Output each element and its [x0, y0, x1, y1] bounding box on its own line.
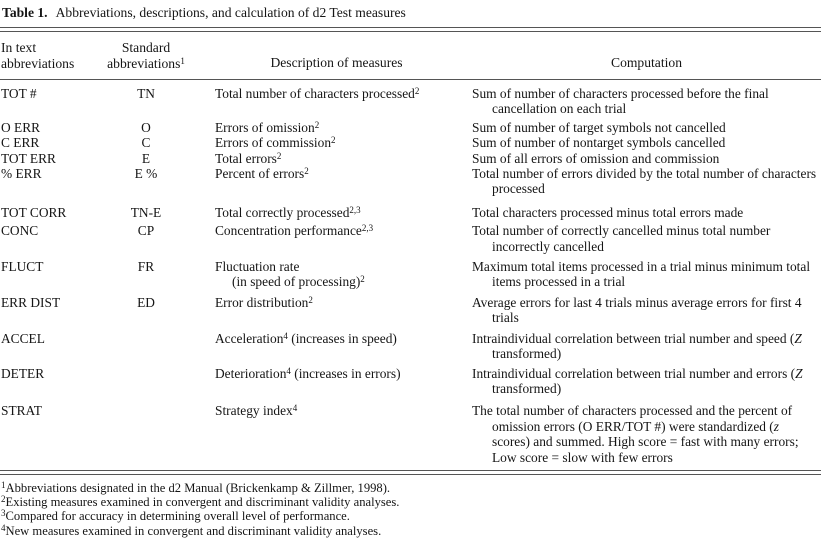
computation-cell: Sum of all errors of omission and commission [472, 150, 720, 166]
footnote-marker: 2 [414, 86, 420, 96]
description-cell: Total number of characters processed$^2$ [215, 86, 420, 101]
table-row [0, 331, 821, 362]
in-text-abbreviation: ERR DIST [1, 294, 61, 310]
header-standard-abbreviations: Standard abbreviations$^1$ [107, 40, 185, 71]
table-row [0, 366, 821, 397]
standard-abbreviation: TN [137, 86, 155, 101]
computation-cell: Maximum total items processed in a trial minus minimum total items processed in a trial [472, 259, 811, 290]
footnote-marker: 2 [308, 294, 313, 305]
computation-cell: Sum of number of characters processed before the final cancellation on each trial [472, 86, 769, 117]
standard-abbreviation: FR [137, 259, 155, 275]
table-row [0, 166, 821, 197]
computation-cell: Total characters processed minus total errors made [472, 204, 744, 220]
footnote-marker: 4 [292, 403, 298, 414]
computation-cell: Sum of number of target symbols not cancelled [472, 119, 726, 135]
description-cell: Total correctly processed$^{2,3}$ [215, 204, 361, 220]
footnote-text: New measures examined in convergent and discriminant validity analyses. [5, 523, 382, 538]
standard-abbreviation: E [141, 150, 151, 166]
footnote-marker: 2,3 [361, 223, 374, 234]
in-text-abbreviation: DETER [1, 365, 45, 381]
footnote-marker: 2,3 [349, 204, 361, 215]
description-cell: Error distribution$^2$ [215, 294, 313, 310]
footnote-marker: 4 [283, 330, 288, 341]
footnote-marker: 2 [304, 166, 309, 177]
description-cell: Percent of errors$^2$ [215, 166, 309, 182]
footnote-text: Abbreviations designated in the d2 Manual (Brickenkamp & Zillmer, 1998). [5, 481, 391, 495]
table-row [0, 86, 821, 117]
table-row [0, 295, 821, 326]
footnote-text: Compared for accuracy in determining overall level of performance. [5, 509, 350, 524]
description-second-line: (in speed of processing)$^2$ [232, 274, 365, 290]
table-row [0, 403, 821, 465]
in-text-abbreviation: C ERR [1, 135, 40, 151]
footnote-marker: 4 [286, 365, 291, 376]
footnote-marker: 2 [360, 274, 365, 285]
description-cell: Deterioration$^4$ (increases in errors) [215, 365, 401, 381]
table-row [0, 120, 821, 135]
footnote-marker: 4 [1, 522, 6, 533]
header-description: Description of measures [270, 54, 403, 70]
table-row [0, 135, 821, 150]
in-text-abbreviation: TOT # [1, 86, 37, 101]
computation-cell: Average errors for last 4 trials minus average errors for first 4 trials [472, 294, 802, 326]
table-title [2, 5, 406, 21]
in-text-abbreviation: TOT ERR [1, 150, 56, 166]
computation-cell: Intraindividual correlation between trial number and errors (Z transformed) [472, 365, 803, 396]
top-double-rule [0, 27, 821, 32]
table-header-row [0, 40, 821, 71]
computation-cell: Intraindividual correlation between trial number and speed (Z transformed) [472, 330, 802, 362]
standard-abbreviation: C [141, 135, 151, 151]
standard-abbreviation: O [141, 119, 151, 135]
in-text-abbreviation: FLUCT [1, 259, 44, 275]
header-rule [0, 79, 821, 80]
in-text-abbreviation: ACCEL [1, 330, 45, 346]
description-cell: Strategy index$^4$ [215, 403, 298, 419]
table-number-label: Table 1. [2, 5, 48, 20]
table-row [0, 223, 821, 254]
footnote-marker: 1 [1, 480, 6, 490]
description-cell: Acceleration$^4$ (increases in speed) [215, 330, 397, 346]
header-in-text-abbreviations: In text abbreviations [1, 40, 75, 71]
footnote-text: Existing measures examined in convergent and discriminant validity analyses. [5, 495, 400, 510]
standard-abbreviation: ED [137, 294, 155, 310]
description-cell: Total errors$^2$ [215, 150, 282, 166]
computation-cell: Sum of number of nontarget symbols cancelled [472, 135, 726, 151]
table-row [0, 259, 821, 290]
footnote [0, 495, 821, 509]
footnote-marker: 2 [331, 135, 336, 146]
description-cell: Errors of commission$^2$ [215, 135, 336, 151]
standard-abbreviation: E % [134, 166, 158, 182]
in-text-abbreviation: TOT CORR [1, 204, 67, 220]
description-cell: Fluctuation rate (in speed of processing)$^2$ [192, 259, 458, 290]
table-row [0, 205, 821, 220]
description-cell: Concentration performance$^{2,3}$ [215, 223, 374, 239]
footnote-marker: 2 [276, 150, 282, 161]
footnote-marker: 2 [314, 119, 320, 130]
table-caption: Abbreviations, descriptions, and calculation of d2 Test measures [55, 5, 406, 20]
in-text-abbreviation: CONC [1, 223, 39, 239]
table-body [0, 86, 821, 465]
standard-abbreviation: TN-E [130, 204, 162, 220]
footnote-marker: 1 [180, 55, 185, 66]
header-computation: Computation [611, 54, 682, 70]
footnote-marker: 2 [1, 494, 6, 505]
computation-cell: Total number of correctly cancelled minus total number incorrectly cancelled [472, 223, 771, 254]
computation-cell: The total number of characters processed and the percent of omission errors (O ERR/TOT #) were standardized (z scores) and summed. High score = fast with many errors; Low score = slow with few errors [472, 403, 799, 465]
footnote-marker: 3 [1, 508, 6, 519]
computation-cell: Total number of errors divided by the total number of characters processed [472, 166, 817, 197]
description-cell: Errors of omission$^2$ [215, 119, 320, 135]
table-row [0, 151, 821, 166]
in-text-abbreviation: STRAT [1, 403, 42, 419]
in-text-abbreviation: % ERR [1, 166, 42, 182]
bottom-double-rule [0, 470, 821, 475]
footnotes [0, 481, 821, 538]
standard-abbreviation: CP [137, 223, 155, 239]
in-text-abbreviation: O ERR [1, 119, 41, 135]
footnote [0, 481, 821, 495]
footnote [0, 524, 821, 538]
footnote [0, 509, 821, 523]
